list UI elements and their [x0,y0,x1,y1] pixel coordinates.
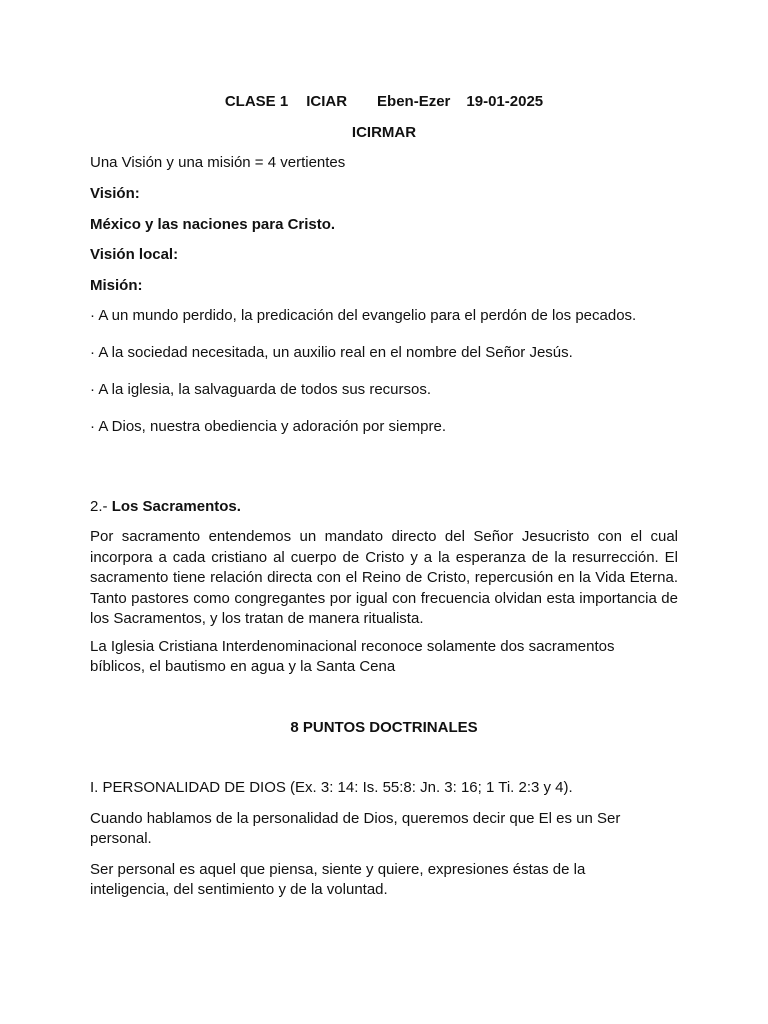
place-label: Eben-Ezer [377,93,451,110]
sacramentos-heading: Los Sacramentos. [111,498,241,515]
mision-item: · A Dios, nuestra obediencia y adoración por siempre. [90,418,447,435]
doctrinal-point-title: I. PERSONALIDAD DE DIOS (Ex. 3: 14: Is. 55:8: Jn. 3: 16; 1 Ti. 2:3 y 4). [90,779,573,796]
iciar-label: ICIAR [306,93,348,110]
doctrinal-paragraph-line: personal. [90,830,152,847]
doctrinal-paragraph-line: Ser personal es aquel que piensa, siente y quiere, expresiones éstas de la [90,861,586,878]
sacramentos-title [90,497,678,517]
sacramentos-paragraph-line: La Iglesia Cristiana Interdenominacional reconoce solamente dos sacramentos [90,638,615,655]
mision-heading: Misión: [90,277,143,294]
sacramentos-paragraph-line: bíblicos, el bautismo en agua y la Santa Cena [90,658,396,675]
intro-line: Una Visión y una misión = 4 vertientes [90,154,346,171]
document-page [90,0,678,1024]
section-number: 2.- [90,498,112,515]
vision-local-heading: Visión local: [90,246,179,263]
mision-item: · A un mundo perdido, la predicación del evangelio para el perdón de los pecados. [90,307,637,324]
doctrinal-paragraph-line: inteligencia, del sentimiento y de la voluntad. [90,881,388,898]
sacramentos-paragraph: Por sacramento entendemos un mandato directo del Señor Jesucristo con el cual incorpora a cada cristiano al cuerpo de Cristo y a la esperanza de la resurrección. El sacramento tiene relación directa con el Reino de Cristo, repercusión en la Vida Eterna. Tanto pastores como congregantes por igual con frecuencia olvidan esta importancia de los Sacramentos, y los tratan de manera ritualista. [90,528,678,627]
class-label: CLASE 1 [224,93,289,110]
vision-text: México y las naciones para Cristo. [90,216,336,233]
date-label: 19-01-2025 [466,93,544,110]
mision-item: · A la iglesia, la salvaguarda de todos sus recursos. [90,381,432,398]
document-subtitle: ICIRMAR [351,124,417,141]
doctrinales-heading: 8 PUNTOS DOCTRINALES [290,719,478,736]
vision-heading: Visión: [90,185,140,202]
mision-item: · A la sociedad necesitada, un auxilio real en el nombre del Señor Jesús. [90,344,573,361]
doctrinal-paragraph-line: Cuando hablamos de la personalidad de Dios, queremos decir que El es un Ser [90,810,621,827]
document-header [90,92,678,112]
